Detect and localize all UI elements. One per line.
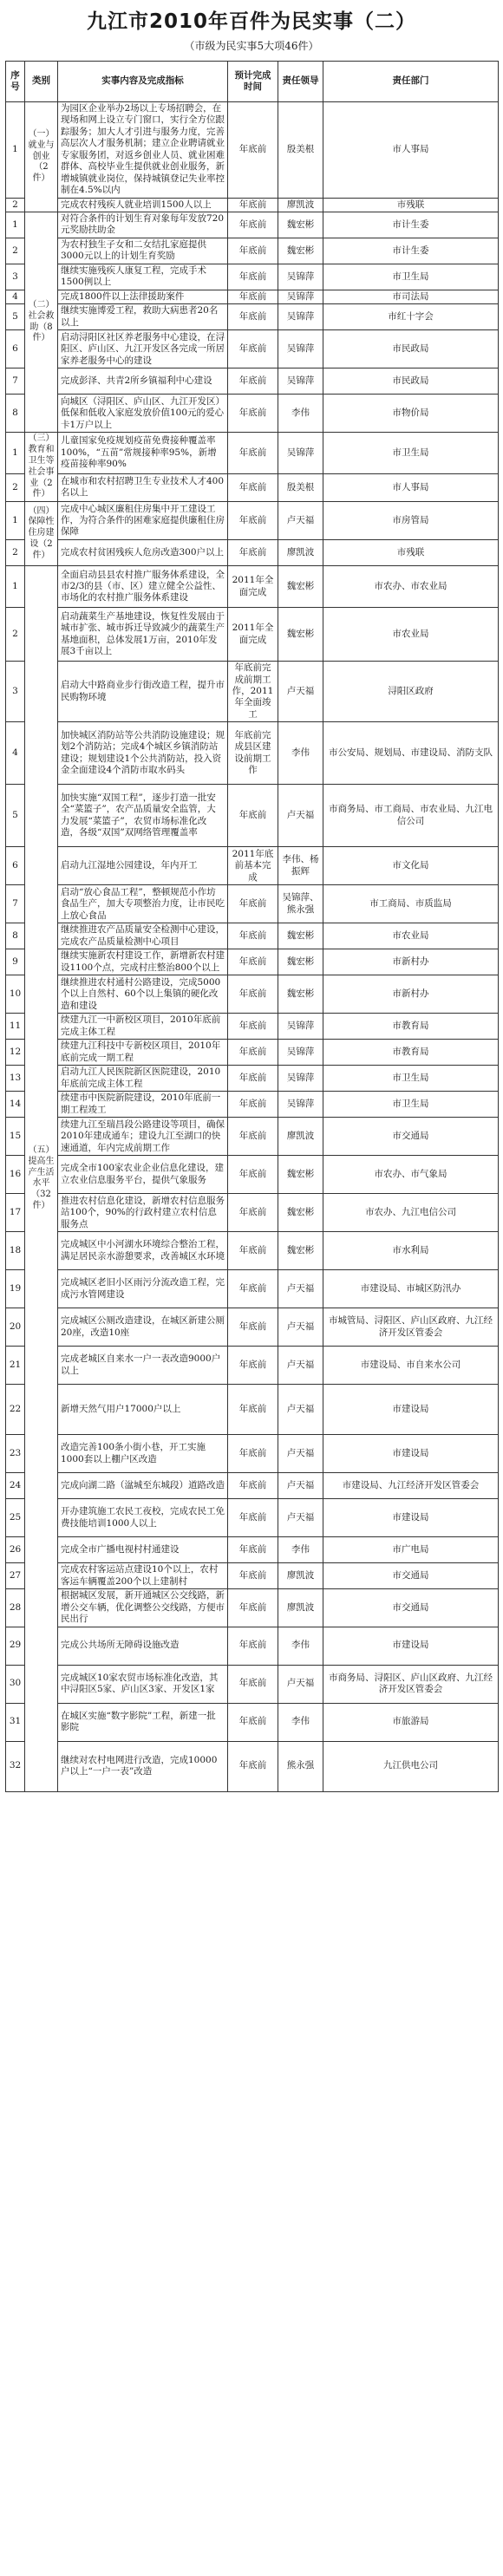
department-cell: 市建设局 [323,1499,499,1537]
row-number: 31 [6,1703,25,1741]
category-cell: （四）保障性住房建设（2件） [25,502,58,566]
time-cell: 年底前 [228,1703,278,1741]
content-cell: 在城区实施“数字影院”工程，新建一批影院 [58,1703,228,1741]
department-cell: 市人事局 [323,473,499,501]
department-cell: 市建设局 [323,1435,499,1473]
leader-cell: 魏宏彬 [278,975,323,1014]
content-cell: 完成公共场所无障碍设施改造 [58,1627,228,1665]
content-cell: 完成1800件以上法律援助案件 [58,290,228,303]
time-cell: 年底前完成前期工作，2011年全面竣工 [228,662,278,722]
content-cell: 在城市和农村招聘卫生专业技术人才400名以上 [58,473,228,501]
table-row [6,198,499,212]
leader-cell: 廖凯波 [278,1118,323,1156]
time-cell: 年底前 [228,1040,278,1066]
table-row [6,1040,499,1066]
row-number: 19 [6,1270,25,1308]
row-number: 30 [6,1665,25,1703]
department-cell: 市交通局 [323,1118,499,1156]
table-row [6,1270,499,1308]
department-cell: 浔阳区政府 [323,662,499,722]
doc-subtitle: （市级为民实事5大项46件） [184,40,319,52]
leader-cell: 魏宏彬 [278,1232,323,1270]
time-cell: 年底前 [228,1118,278,1156]
table-row [6,1385,499,1435]
row-number: 32 [6,1741,25,1791]
row-number: 24 [6,1473,25,1499]
table-row [6,1665,499,1703]
content-cell: 续建市中医院新院建设，2010年底前一期工程竣工 [58,1092,228,1118]
department-cell: 市城管局、浔阳区、庐山区政府、九江经济开发区管委会 [323,1308,499,1347]
time-cell: 年底前 [228,1473,278,1499]
content-cell: 完成向湖二路（湓城至东城段）道路改造 [58,1473,228,1499]
content-cell: 开办建筑施工农民工夜校，完成农民工免费技能培训1000人以上 [58,1499,228,1537]
leader-cell: 卢天福 [278,1435,323,1473]
leader-cell: 魏宏彬 [278,566,323,608]
row-number: 9 [6,949,25,975]
row-number: 25 [6,1499,25,1537]
leader-cell: 吴锦萍 [278,1092,323,1118]
time-cell: 年底前 [228,975,278,1014]
time-cell: 年底前 [228,395,278,433]
time-cell: 年底前 [228,1066,278,1092]
table-header-row [6,62,499,102]
row-number: 14 [6,1092,25,1118]
row-number: 6 [6,330,25,368]
row-number: 13 [6,1066,25,1092]
row-number: 15 [6,1118,25,1156]
content-cell: 完成全市广播电视村村通建设 [58,1537,228,1563]
content-cell: 加快城区消防站等公共消防设施建设；规划2个消防站；完成4个城区乡镇消防站建设；规划建设1个公共消防站，投入资金全面建设4个消防市取水码头 [58,722,228,785]
time-cell: 年底前完成县区建设前期工作 [228,722,278,785]
leader-cell: 魏宏彬 [278,949,323,975]
content-cell: 启动蔬菜生产基地建设，恢复性发展由于城市扩张、城市拆迁导致减少的蔬菜生产基地面积，总体发展1万亩，2010年发展3千亩以上 [58,608,228,662]
content-cell: 继续实施新农村建设工作，新增新农村建设1100个点，完成村庄整治800个以上 [58,949,228,975]
content-cell: 儿童国家免疫规划疫苗免费接种覆盖率100%，“五苗”常规接种率95%，新增疫苗接种率90% [58,433,228,473]
category-cell: （三）教育和卫生等社会事业（2件） [25,433,58,502]
department-cell: 市人事局 [323,102,499,199]
time-cell: 2011年全面完成 [228,566,278,608]
leader-cell: 卢天福 [278,1665,323,1703]
row-number: 1 [6,566,25,608]
content-cell: 改造完善100条小街小巷，开工实施1000套以上棚户区改造 [58,1435,228,1473]
time-cell: 年底前 [228,368,278,395]
leader-cell: 吴锦萍 [278,433,323,473]
table-row [6,1014,499,1040]
row-number: 20 [6,1308,25,1347]
time-cell: 年底前 [228,1270,278,1308]
leader-cell: 卢天福 [278,662,323,722]
department-cell: 市司法局 [323,290,499,303]
leader-cell: 卢天福 [278,1473,323,1499]
table-row [6,949,499,975]
time-cell: 年底前 [228,1537,278,1563]
row-number: 7 [6,368,25,395]
table-row [6,433,499,473]
time-cell: 2011年全面完成 [228,608,278,662]
leader-cell: 吴锦萍 [278,264,323,290]
table-row [6,1741,499,1791]
row-number: 2 [6,473,25,501]
leader-cell: 魏宏彬 [278,1156,323,1194]
content-cell: 完成农村贫困残疾人危房改造300户以上 [58,540,228,566]
row-number: 8 [6,395,25,433]
department-cell: 市物价局 [323,395,499,433]
leader-cell: 李伟 [278,1627,323,1665]
time-cell: 年底前 [228,212,278,238]
department-cell: 市新村办 [323,975,499,1014]
department-cell: 市建设局 [323,1385,499,1435]
content-cell: 完成农村残疾人就业培训1500人以上 [58,198,228,212]
leader-cell: 魏宏彬 [278,608,323,662]
leader-cell: 廖凯波 [278,1589,323,1627]
content-cell: 完成彭泽、共青2所乡镇福利中心建设 [58,368,228,395]
row-number: 2 [6,238,25,264]
department-cell: 九江供电公司 [323,1741,499,1791]
row-number: 2 [6,198,25,212]
category-cell: （五）提高生产生活水平（32件） [25,566,58,1792]
department-cell: 市工商局、市质监局 [323,885,499,923]
row-number: 18 [6,1232,25,1270]
department-cell: 市农业局 [323,923,499,949]
time-cell: 年底前 [228,1347,278,1385]
row-number: 11 [6,1014,25,1040]
time-cell: 年底前 [228,1627,278,1665]
leader-cell: 魏宏彬 [278,238,323,264]
content-cell: 加快实施“双国工程”，逐步打造一批安全“菜篮子”，农产品质量安全监管，大力发展“菜篮子”，农贸市场标准化改造，各级“双国”双网络管理覆盖率 [58,785,228,847]
time-cell: 年底前 [228,785,278,847]
content-cell: 续建九江至瑞昌段公路建设等项目，确保2010年建成通车；建设九江至湖口的快速通道，年内完成前期工作 [58,1118,228,1156]
header-no: 序号 [6,62,25,102]
content-cell: 全面启动县县农村推广服务体系建设，全市2/3的县（市、区）建立健全公益性、市场化的农村推广服务体系建设 [58,566,228,608]
content-cell: 启动九江湿地公园建设，年内开工 [58,847,228,885]
row-number: 2 [6,540,25,566]
table-row [6,1308,499,1347]
department-cell: 市商务局、市工商局、市农业局、九江电信公司 [323,785,499,847]
table-row [6,1232,499,1270]
department-cell: 市教育局 [323,1014,499,1040]
row-number: 8 [6,923,25,949]
time-cell: 年底前 [228,502,278,540]
leader-cell: 卢天福 [278,1385,323,1435]
time-cell: 年底前 [228,540,278,566]
table-row [6,1118,499,1156]
leader-cell: 李伟 [278,722,323,785]
header-category: 类别 [25,62,58,102]
content-cell: 继续实施博爱工程，救助大病患者20名以上 [58,304,228,330]
category-cell: （二）社会救助（8件） [25,212,58,432]
time-cell: 年底前 [228,1194,278,1232]
department-cell: 市建设局、市自来水公司 [323,1347,499,1385]
department-cell: 市计生委 [323,212,499,238]
time-cell: 年底前 [228,198,278,212]
row-number: 4 [6,722,25,785]
leader-cell: 吴锦萍 [278,330,323,368]
time-cell: 年底前 [228,330,278,368]
header-department: 责任部门 [323,62,499,102]
leader-cell: 李伟、杨振辉 [278,847,323,885]
department-cell: 市红十字会 [323,304,499,330]
time-cell: 2011年底前基本完成 [228,847,278,885]
leader-cell: 李伟 [278,1703,323,1741]
department-cell: 市农办、市农业局 [323,566,499,608]
row-number: 26 [6,1537,25,1563]
time-cell: 年底前 [228,1563,278,1589]
leader-cell: 卢天福 [278,1499,323,1537]
time-cell: 年底前 [228,473,278,501]
department-cell: 市公安局、规划局、市建设局、消防支队 [323,722,499,785]
leader-cell: 吴锦萍 [278,368,323,395]
department-cell: 市卫生局 [323,1092,499,1118]
table-row [6,885,499,923]
time-cell: 年底前 [228,238,278,264]
leader-cell: 卢天福 [278,502,323,540]
department-cell: 市交通局 [323,1563,499,1589]
table-row [6,785,499,847]
table-row [6,1627,499,1665]
content-cell: 为农村独生子女和二女结扎家庭提供3000元以上的计划生育奖励 [58,238,228,264]
department-cell: 市计生委 [323,238,499,264]
department-cell: 市商务局、浔阳区、庐山区政府、九江经济开发区管委会 [323,1665,499,1703]
leader-cell: 熊永强 [278,1741,323,1791]
content-cell: 完成老城区自来水一户一表改造9000户以上 [58,1347,228,1385]
leader-cell: 吴锦萍 [278,290,323,303]
leader-cell: 魏宏彬 [278,1194,323,1232]
leader-cell: 吴锦萍 [278,1066,323,1092]
time-cell: 年底前 [228,1741,278,1791]
table-row [6,1537,499,1563]
content-cell: 根据城区发展，新开通城区公交线路，新增公交车辆，优化调整公交线路，方便市民出行 [58,1589,228,1627]
content-cell: 完成中心城区廉租住房集中开工建设工作，为符合条件的困难家庭提供廉租住房保障 [58,502,228,540]
table-row [6,722,499,785]
table-row [6,1066,499,1092]
department-cell: 市残联 [323,198,499,212]
header-leader: 责任领导 [278,62,323,102]
table-row [6,1156,499,1194]
content-cell: 完成农村客运站点建设10个以上，农村客运车辆覆盖200个以上建制村 [58,1563,228,1589]
leader-cell: 廖凯波 [278,540,323,566]
department-cell: 市旅游局 [323,1703,499,1741]
row-number: 3 [6,264,25,290]
time-cell: 年底前 [228,290,278,303]
time-cell: 年底前 [228,1499,278,1537]
content-cell: 完成城区10家农贸市场标准化改造，其中浔阳区5家、庐山区3家、开发区1家 [58,1665,228,1703]
department-cell: 市建设局、市城区防汛办 [323,1270,499,1308]
leader-cell: 吴锦萍 [278,304,323,330]
department-cell: 市广电局 [323,1537,499,1563]
content-cell: 新增天然气用户17000户以上 [58,1385,228,1435]
row-number: 2 [6,608,25,662]
header-time: 预计完成时间 [228,62,278,102]
row-number: 6 [6,847,25,885]
row-number: 22 [6,1385,25,1435]
leader-cell: 卢天福 [278,1308,323,1347]
content-cell: 续建九江一中新校区项目，2010年底前完成主体工程 [58,1014,228,1040]
table-row [6,1194,499,1232]
content-cell: 启动浔阳区社区养老服务中心建设，在浔阳区、庐山区、九江开发区各完成一所居家养老服务中心的建设 [58,330,228,368]
content-cell: 继续对农村电网进行改造，完成10000户以上“一户一表”改造 [58,1741,228,1791]
content-cell: 启动“放心食品工程”，整顿规范小作坊食品生产，加大专项整治力度，让市民吃上放心食品 [58,885,228,923]
leader-cell: 廖凯波 [278,1563,323,1589]
table-row [6,212,499,238]
leader-cell: 吴锦萍、熊永强 [278,885,323,923]
table-row [6,847,499,885]
department-cell: 市教育局 [323,1040,499,1066]
content-cell: 续建九江科技中专新校区项目，2010年底前完成一期工程 [58,1040,228,1066]
row-number: 12 [6,1040,25,1066]
department-cell: 市文化局 [323,847,499,885]
table-row [6,264,499,290]
content-cell: 继续推进农村通村公路建设，完成5000个以上自然村、60个以上集镇的硬化改造和建设 [58,975,228,1014]
row-number: 1 [6,102,25,199]
time-cell: 年底前 [228,264,278,290]
time-cell: 年底前 [228,304,278,330]
content-cell: 完成城区中小河湖水环境综合整治工程，满足居民亲水游憩要求，改善城区水环境 [58,1232,228,1270]
leader-cell: 殷美根 [278,473,323,501]
table-row [6,238,499,264]
table-row [6,290,499,303]
department-cell: 市农业局 [323,608,499,662]
time-cell: 年底前 [228,1589,278,1627]
table-row [6,330,499,368]
department-cell: 市农办、市气象局 [323,1156,499,1194]
table-row [6,540,499,566]
table-row [6,473,499,501]
department-cell: 市卫生局 [323,433,499,473]
row-number: 5 [6,304,25,330]
time-cell: 年底前 [228,102,278,199]
content-cell: 向城区（浔阳区、庐山区、九江开发区）低保和低收入家庭发放价值100元的爱心卡1万户以上 [58,395,228,433]
row-number: 5 [6,785,25,847]
table-row [6,1473,499,1499]
row-number: 1 [6,212,25,238]
table-row [6,1435,499,1473]
department-cell: 市民政局 [323,330,499,368]
row-number: 1 [6,502,25,540]
table-row [6,1703,499,1741]
row-number: 1 [6,433,25,473]
row-number: 7 [6,885,25,923]
leader-cell: 魏宏彬 [278,212,323,238]
leader-cell: 吴锦萍 [278,1014,323,1040]
time-cell: 年底前 [228,1156,278,1194]
department-cell: 市交通局 [323,1589,499,1627]
table-row [6,1499,499,1537]
table-row [6,502,499,540]
row-number: 28 [6,1589,25,1627]
row-number: 23 [6,1435,25,1473]
table-body [6,102,499,1792]
table-row [6,1563,499,1589]
table-row [6,566,499,608]
table-row [6,923,499,949]
row-number: 17 [6,1194,25,1232]
row-number: 16 [6,1156,25,1194]
department-cell: 市卫生局 [323,1066,499,1092]
table-row [6,1347,499,1385]
content-cell: 对符合条件的计划生育对象每年发放720元奖励扶助金 [58,212,228,238]
time-cell: 年底前 [228,1435,278,1473]
leader-cell: 卢天福 [278,785,323,847]
row-number: 10 [6,975,25,1014]
row-number: 3 [6,662,25,722]
content-cell: 完成全市100家农业企业信息化建设，建立农业信息服务平台，提供气象服务 [58,1156,228,1194]
department-cell: 市新村办 [323,949,499,975]
department-cell: 市民政局 [323,368,499,395]
table-row [6,304,499,330]
leader-cell: 吴锦萍 [278,1040,323,1066]
leader-cell: 李伟 [278,1537,323,1563]
table-row [6,1589,499,1627]
table-row [6,368,499,395]
content-cell: 继续推进农产品质量安全检测中心建设，完成农产品质量检测中心项目 [58,923,228,949]
department-cell: 市残联 [323,540,499,566]
row-number: 29 [6,1627,25,1665]
time-cell: 年底前 [228,433,278,473]
leader-cell: 殷美根 [278,102,323,199]
content-cell: 完成城区公厕改造建设，在城区新建公厕20座，改造10座 [58,1308,228,1347]
leader-cell: 卢天福 [278,1347,323,1385]
time-cell: 年底前 [228,1014,278,1040]
time-cell: 年底前 [228,1665,278,1703]
time-cell: 年底前 [228,1308,278,1347]
leader-cell: 李伟 [278,395,323,433]
table-row [6,395,499,433]
time-cell: 年底前 [228,1385,278,1435]
content-cell: 继续实施残疾人康复工程，完成手术1500例以上 [58,264,228,290]
table-row [6,102,499,199]
table-row [6,662,499,722]
department-cell: 市建设局 [323,1627,499,1665]
table-row [6,608,499,662]
time-cell: 年底前 [228,1232,278,1270]
doc-title: 九江市2010年百件为民实事（二） [86,10,416,33]
time-cell: 年底前 [228,1092,278,1118]
category-cell: （一）就业与创业（2件） [25,102,58,212]
department-cell: 市水利局 [323,1232,499,1270]
content-cell: 启动大中路商业步行街改造工程，提升市民购物环境 [58,662,228,722]
leader-cell: 廖凯波 [278,198,323,212]
time-cell: 年底前 [228,949,278,975]
department-cell: 市房管局 [323,502,499,540]
header-content: 实事内容及完成指标 [58,62,228,102]
department-cell: 市建设局、九江经济开发区管委会 [323,1473,499,1499]
row-number: 21 [6,1347,25,1385]
department-cell: 市农办、九江电信公司 [323,1194,499,1232]
row-number: 27 [6,1563,25,1589]
table-row [6,1092,499,1118]
row-number: 4 [6,290,25,303]
content-cell: 为园区企业举办2场以上专场招聘会，在现场和网上设立专门窗口，实行全方位跟踪服务；加大人才引进与服务力度，完善高层次人才服务机制；建立企业聘请就业专家服务团，对返乡创业人员、就业困难群体、高校毕业生提供就业创业服务，新增城镇就业岗位，保持城镇登记失业率控制在4.5%以内 [58,102,228,199]
leader-cell: 卢天福 [278,1270,323,1308]
content-cell: 完成城区老旧小区雨污分流改造工程，完成污水管网建设 [58,1270,228,1308]
table-row [6,975,499,1014]
projects-table [5,61,499,1792]
time-cell: 年底前 [228,923,278,949]
content-cell: 推进农村信息化建设，新增农村信息服务站100个，90%的行政村建立农村信息服务点 [58,1194,228,1232]
time-cell: 年底前 [228,885,278,923]
leader-cell: 魏宏彬 [278,923,323,949]
department-cell: 市卫生局 [323,264,499,290]
content-cell: 启动九江人民医院新区医院建设，2010年底前完成主体工程 [58,1066,228,1092]
